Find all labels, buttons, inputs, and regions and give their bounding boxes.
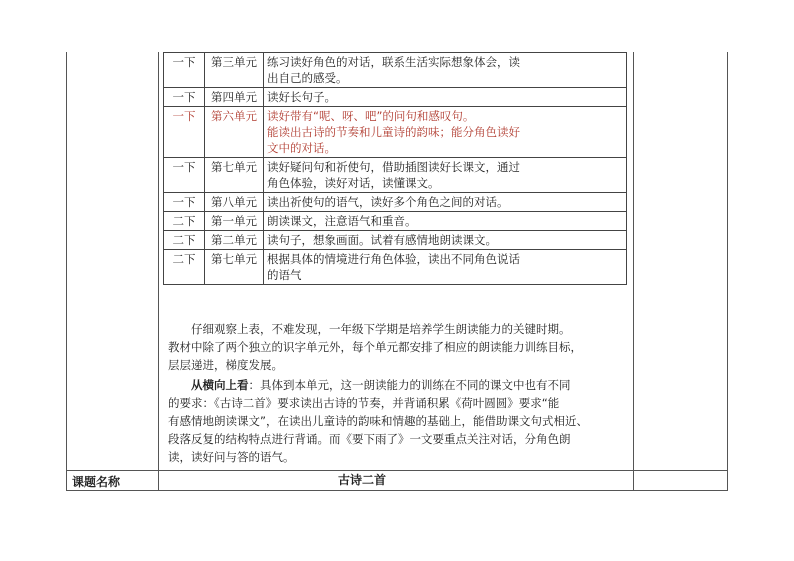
table-row	[164, 250, 627, 285]
content-line: 朗读课文，注意语气和重音。	[267, 214, 417, 228]
table-row	[164, 88, 627, 107]
para2-line: 读，读好问与答的语气。	[168, 450, 295, 464]
content-line: 读句子，想象画面。试着有感情地朗读课文。	[267, 233, 497, 247]
table-row	[164, 193, 627, 212]
unit-cell: 第六单元	[205, 107, 264, 158]
footer-top-border	[66, 470, 728, 471]
content-line: 读出祈使句的语气，读好多个角色之间的对话。	[267, 195, 509, 209]
para1-line: 仔细观察上表，不难发现，一年级下学期是培养学生朗读能力的关键时期。	[191, 322, 571, 336]
table-row	[164, 107, 627, 158]
unit-cell: 第二单元	[205, 231, 264, 250]
content-cell	[264, 231, 627, 250]
paragraph-horizontal	[168, 376, 630, 466]
grade-cell: 一下	[164, 107, 205, 158]
para2-bold-lead: 从横向上看	[191, 378, 249, 392]
grade-cell: 一下	[164, 88, 205, 107]
content-line: 出自己的感受。	[267, 71, 348, 85]
content-line: 角色体验，读好对话，读懂课文。	[267, 176, 440, 190]
table-row	[164, 53, 627, 88]
grade-cell: 一下	[164, 158, 205, 193]
para2-first-line	[168, 376, 630, 394]
content-cell	[264, 107, 627, 158]
content-cell	[264, 212, 627, 231]
table-row	[164, 212, 627, 231]
para2-line: 的要求：《古诗二首》要求读出古诗的节奏，并背诵积累《荷叶圆圆》要求“能	[168, 396, 560, 410]
content-cell	[264, 53, 627, 88]
outer-left-border	[66, 52, 67, 490]
footer-bottom-border	[66, 490, 728, 491]
para2-line: 段落反复的结构特点进行背诵。而《要下雨了》一文要重点关注对话，分角色朗	[168, 432, 571, 446]
content-cell	[264, 250, 627, 285]
unit-cell: 第四单元	[205, 88, 264, 107]
content-line: 能读出古诗的节奏和儿童诗的韵味；能分角色读好	[267, 125, 520, 139]
unit-cell: 第三单元	[205, 53, 264, 88]
content-line: 读好带有“呢、呀、吧”的问句和感叹句。	[267, 109, 475, 123]
grade-cell: 一下	[164, 53, 205, 88]
content-cell	[264, 88, 627, 107]
outer-col-divider	[158, 52, 159, 490]
content-cell	[264, 193, 627, 212]
outer-right-border	[727, 52, 728, 490]
para2-first-rest: ：具体到本单元，这一朗读能力的训练在不同的课文中也有不同	[248, 378, 571, 392]
content-line: 练习读好角色的对话，联系生活实际想象体会，读	[267, 55, 520, 69]
unit-cell: 第七单元	[205, 158, 264, 193]
grade-cell: 二下	[164, 231, 205, 250]
para1-line: 教材中除了两个独立的识字单元外，每个单元都安排了相应的朗读能力训练目标，	[168, 340, 582, 354]
content-line: 读好疑问句和祈使句，借助插图读好长课文，通过	[267, 160, 520, 174]
paragraph-observation	[168, 320, 630, 374]
reading-goals-table	[163, 52, 627, 285]
content-line: 根据具体的情境进行角色体验，读出不同角色说话	[267, 252, 520, 266]
content-line: 的语气	[267, 268, 302, 282]
unit-cell: 第七单元	[205, 250, 264, 285]
footer-label: 课题名称	[72, 475, 121, 489]
outer-right-divider	[633, 52, 634, 490]
unit-cell: 第一单元	[205, 212, 264, 231]
content-line: 读好长句子。	[267, 90, 336, 104]
para2-line: 有感情地朗读课文”，在读出儿童诗的韵味和情趣的基础上，能借助课文句式相近、	[168, 414, 588, 428]
content-cell	[264, 158, 627, 193]
grade-cell: 二下	[164, 250, 205, 285]
table-row	[164, 158, 627, 193]
table-row	[164, 231, 627, 250]
grade-cell: 二下	[164, 212, 205, 231]
para1-line: 层层递进，梯度发展。	[168, 358, 283, 372]
unit-cell: 第八单元	[205, 193, 264, 212]
grade-cell: 一下	[164, 193, 205, 212]
footer-title: 古诗二首	[338, 473, 387, 487]
content-line: 文中的对话。	[267, 141, 336, 155]
